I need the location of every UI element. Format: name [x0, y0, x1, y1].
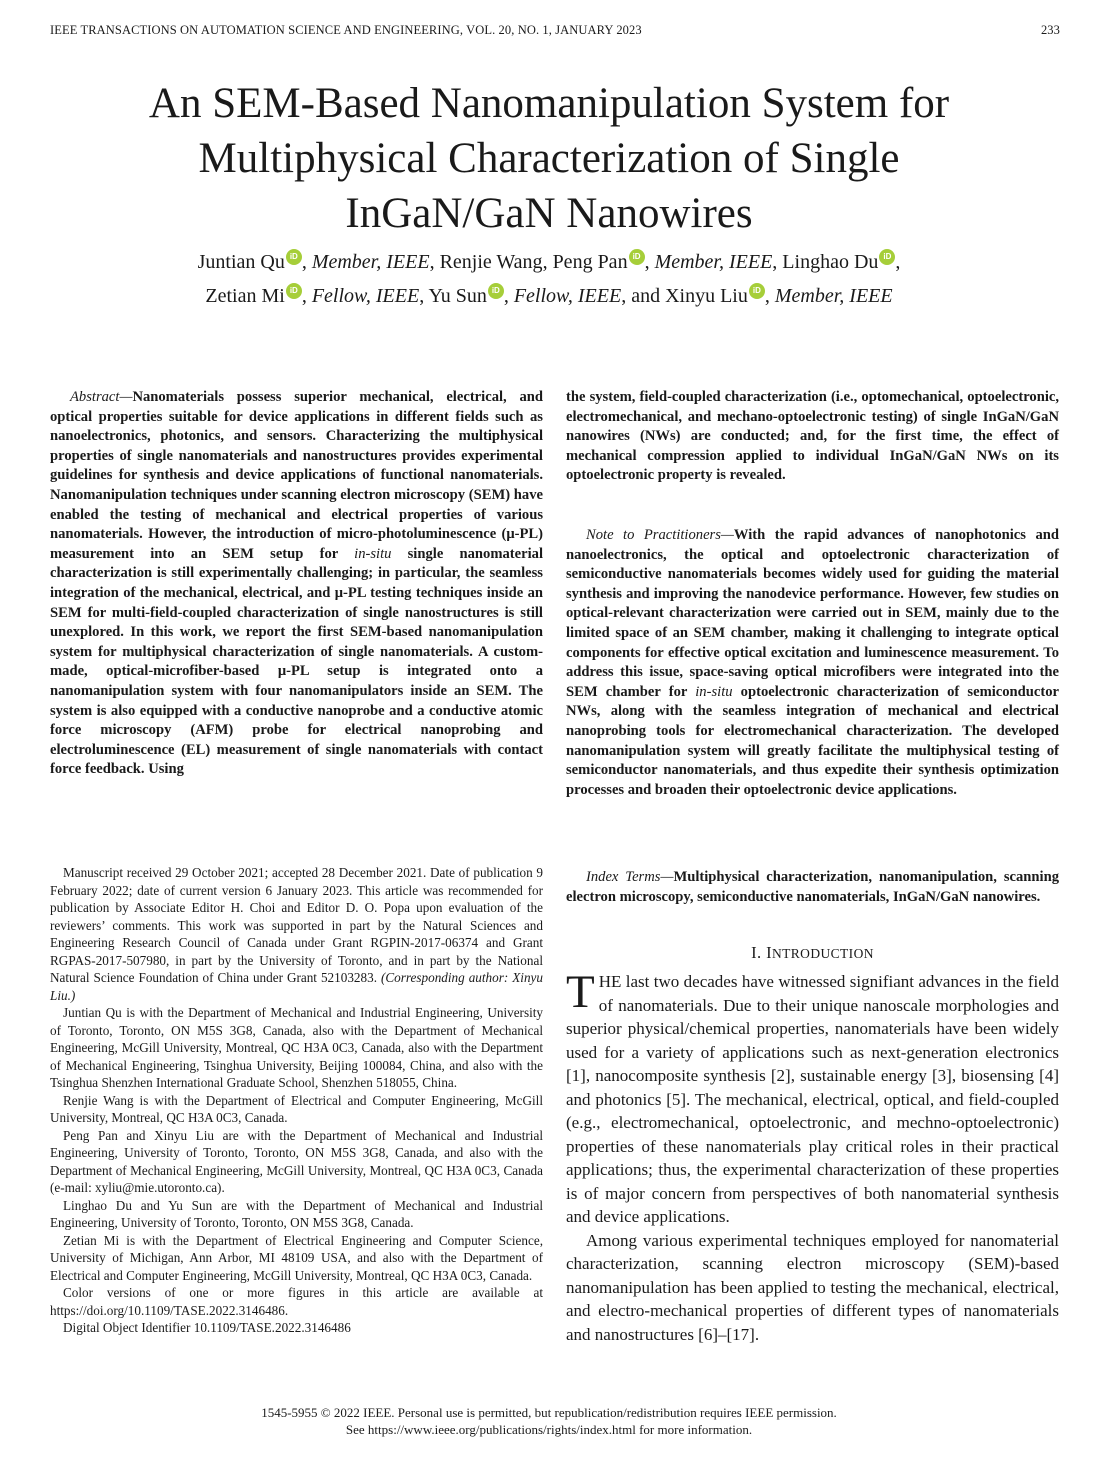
footnote-color: Color versions of one or more figures in this article are available at https://doi.org/10.1109/TASE.2022.3146486. — [50, 1285, 543, 1318]
note-to-practitioners-block — [566, 526, 1059, 800]
paper-title — [60, 76, 1038, 241]
copyright-line: 1545-5955 © 2022 IEEE. Personal use is permitted, but republication/redistribution requires IEEE permission. — [261, 1405, 837, 1420]
footnote-qu: Juntian Qu is with the Department of Mechanical and Industrial Engineering, University of Toronto, Toronto, ON M5S 3G8, Canada, also with the Department of Mechanical Engineering, McGill University, Montreal, QC H3A 0C3, Canada, also with the Department of Mechanical Engineering, Tsinghua University, Beijing 100084, China, and also with the Tsinghua Shenzhen International Graduate School, Shenzhen 518055, China. — [50, 1005, 543, 1090]
page-number: 233 — [1040, 23, 1060, 37]
author-affiliation: Fellow, IEEE — [513, 285, 622, 307]
corresponding-author: (Corresponding author: Xinyu Liu.) — [50, 970, 543, 1003]
introduction-heading-block — [566, 943, 1059, 963]
author-line-1: Juntian Qu iD , Member, IEEE, Renjie Wang, Peng Pan iD , Member, IEEE, Linghao Du iD , — [197, 251, 901, 273]
journal-header: IEEE TRANSACTIONS ON AUTOMATION SCIENCE AND ENGINEERING, VOL. 20, NO. 1, JANUARY 2023 — [50, 23, 642, 37]
note-paragraph: Note to Practitioners—With the rapid advances of nanophotonics and nanoelectronics, the optical and optoelectronic characterization of semiconductive nanomaterials becomes widely used for guiding the material synthesis and improving the nanodevice performance. However, few studies on optical-relevant characterization were carried out in SEM, mainly due to the limited space of an SEM chamber, making it challenging to integrate optical components for effective optical excitation and luminescence measurement. To address this issue, space-saving optical microfibers were integrated into the SEM chamber for in-situ optoelectronic characterization of semiconductor NWs, along with the seamless integration of mechanical and electrical nanoprobing tools for electromechanical characterization. The developed nanomanipulation system will greatly facilitate the multiphysical testing of semiconductor nanomaterials, and thus expedite their synthesis optimization processes and broaden their optoelectronic device applications. — [566, 527, 1060, 798]
author-affiliation: Member, IEEE — [311, 251, 430, 273]
orcid-icon[interactable]: iD — [488, 283, 504, 299]
index-terms-block — [566, 868, 1059, 907]
footnote-doi: Digital Object Identifier 10.1109/TASE.2022.3146486 — [63, 1320, 351, 1335]
orcid-icon[interactable]: iD — [749, 283, 765, 299]
abstract-paragraph — [50, 388, 543, 780]
abstract-label: Abstract— — [70, 389, 133, 405]
abstract-insitu: in-situ — [354, 545, 392, 562]
author-affiliation: Fellow, IEEE — [311, 285, 420, 307]
author-list — [60, 245, 1038, 313]
section-heading: I. INTRODUCTION — [751, 943, 874, 962]
copyright-footer — [0, 1404, 1098, 1438]
orcid-icon[interactable]: iD — [286, 283, 302, 299]
abstract-continued: the system, field-coupled characterization (i.e., optomechanical, optoelectronic, electromechanical, and mechano-optoelectronic testing) of single InGaN/GaN nanowires (NWs) are conducted; and, for the first time, the effect of mechanical compression applied to individual InGaN/GaN NWs on its optoelectronic property is revealed. — [566, 389, 1059, 484]
author-name: Zetian Mi — [205, 285, 285, 307]
index-terms: Index Terms—Multiphysical characterization, nanomanipulation, scanning electron microscopy, semiconductive nanomaterials, InGaN/GaN nanowires. — [566, 869, 1060, 905]
abstract-text: Nanomaterials possess superior mechanical, electrical, and optical properties suitable for device applications in different fields such as nanoelectronics, photonics, and sensors. Characterizing the multiphysical properties of single nanomaterials and nanostructures provides experimental guidelines for synthesis and device applications of functional nanomaterials. Nanomanipulation techniques under scanning electron microscopy (SEM) have enabled the testing of mechanical and electrical properties of various nanomaterials. However, the introduction of micro-photoluminescence (μ-PL) measurement into an SEM setup for — [50, 389, 543, 562]
abstract-continued-block — [566, 388, 1059, 486]
author-name: Linghao Du — [782, 251, 879, 273]
footnote-pan-liu: Peng Pan and Xinyu Liu are with the Department of Mechanical and Industrial Engineering, University of Toronto, Toronto, ON M5S 3G8, Canada, and also with the Department of Mechanical Engineering, McGill University, Montreal, QC H3A 0C3, Canada (e-mail: xyliu@mie.utoronto.ca). — [50, 1127, 543, 1195]
orcid-icon[interactable]: iD — [879, 249, 895, 265]
author-name: and Xinyu Liu — [631, 285, 748, 307]
author-name: Juntian Qu — [197, 251, 285, 273]
rights-link-line: See https://www.ieee.org/publications/rights/index.html for more information. — [345, 1422, 753, 1437]
author-name: Peng Pan — [552, 251, 628, 273]
note-insitu: in-situ — [695, 683, 733, 700]
intro-paragraph-1: THE last two decades have witnessed signifiant advances in the field of nanomaterials. Due to their unique nanoscale morphologies and superior physical/chemical properties, nanomaterials have been widely used for a variety of applications such as next-generation electronics [1], nanocomposite synthesis [2], sustainable energy [3], biosensing [4] and photonics [5]. The mechanical, electrical, optical, and field-coupled (e.g., electromechanical, optoelectronic, and mechno-optoelectronic) properties of these nanomaterials play critical roles in their practical applications; thus, the experimental characterization of these properties is of major concern from perspectives of both nanomaterial synthesis and device applications. — [566, 966, 1059, 1226]
introduction-body — [566, 966, 1059, 1346]
drop-cap: T — [566, 966, 595, 1018]
footnote-manuscript: Manuscript received 29 October 2021; accepted 28 December 2021. Date of publication 9 February 2022; date of current version 6 January 2023. This article was recommended for publication by Associate Editor H. Choi and Editor D. O. Popa upon evaluation of the reviewers’ comments. This work was supported in part by the Natural Sciences and Engineering Research Council of Canada under Grant RGPIN-2017-06374 and Grant RGPAS-2017-507980, in part by the University of Toronto, and in part by the National Natural Science Foundation of China under Grant 52103283. (Corresponding author: Xinyu Liu.) — [50, 865, 543, 1003]
index-terms-label: Index Terms— — [586, 869, 674, 885]
author-line-2: Zetian Mi iD , Fellow, IEEE, Yu Sun iD , Fellow, IEEE, and Xinyu Liu iD , Member, IEEE — [205, 285, 893, 307]
footnote-mi: Zetian Mi is with the Department of Electrical Engineering and Computer Science, University of Michigan, Ann Arbor, MI 48109 USA, and also with the Department of Electrical and Computer Engineering, McGill University, Montreal, QC H3A 0C3, Canada. — [50, 1232, 543, 1283]
abstract-text-cont: single nanomaterial characterization is still experimentally challenging; in particular, the seamless integration of the mechanical, electrical, and μ-PL testing techniques inside an SEM for multi-field-coupled characterization of single nanostructures is still unexplored. In this work, we report the first SEM-based nanomanipulation system for multiphysical characterization of single nanomaterials. A custom-made, optical-microfiber-based μ-PL setup is integrated onto a nanomanipulation system with four nanomanipulators inside an SEM. The system is also equipped with a conductive nanoprobe and a conductive atomic force microscopy (AFM) probe for electrical nanoprobing and electroluminescence (EL) measurement of single nanomaterials with contact force feedback. Using — [50, 545, 543, 778]
orcid-icon[interactable]: iD — [286, 249, 302, 265]
footnotes-block — [50, 864, 543, 1337]
note-label: Note to Practitioners— — [586, 527, 734, 543]
abstract-block — [50, 388, 543, 780]
author-name: Yu Sun — [428, 285, 487, 307]
author-name: Renjie Wang — [439, 251, 543, 273]
title-line: Multiphysical Characterization of Single — [198, 135, 900, 182]
author-affiliation: Member, IEEE — [774, 285, 893, 307]
footnote-du-sun: Linghao Du and Yu Sun are with the Department of Mechanical and Industrial Engineering, University of Toronto, Toronto, ON M5S 3G8, Canada. — [50, 1197, 543, 1230]
author-affiliation: Member, IEEE — [654, 251, 773, 273]
orcid-icon[interactable]: iD — [629, 249, 645, 265]
intro-paragraph-2: Among various experimental techniques employed for nanomaterial characterization, scanning electron microscopy (SEM)-based nanomanipulation has been applied to testing the mechanical, electrical, and electro-mechanical properties of different types of nanomaterials and nanostructures [6]–[17]. — [566, 1230, 1059, 1344]
title-line: InGaN/GaN Nanowires — [345, 190, 753, 237]
title-line: An SEM-Based Nanomanipulation System for — [148, 80, 950, 127]
running-header — [50, 23, 1060, 41]
footnote-wang: Renjie Wang is with the Department of Electrical and Computer Engineering, McGill University, Montreal, QC H3A 0C3, Canada. — [50, 1092, 543, 1125]
